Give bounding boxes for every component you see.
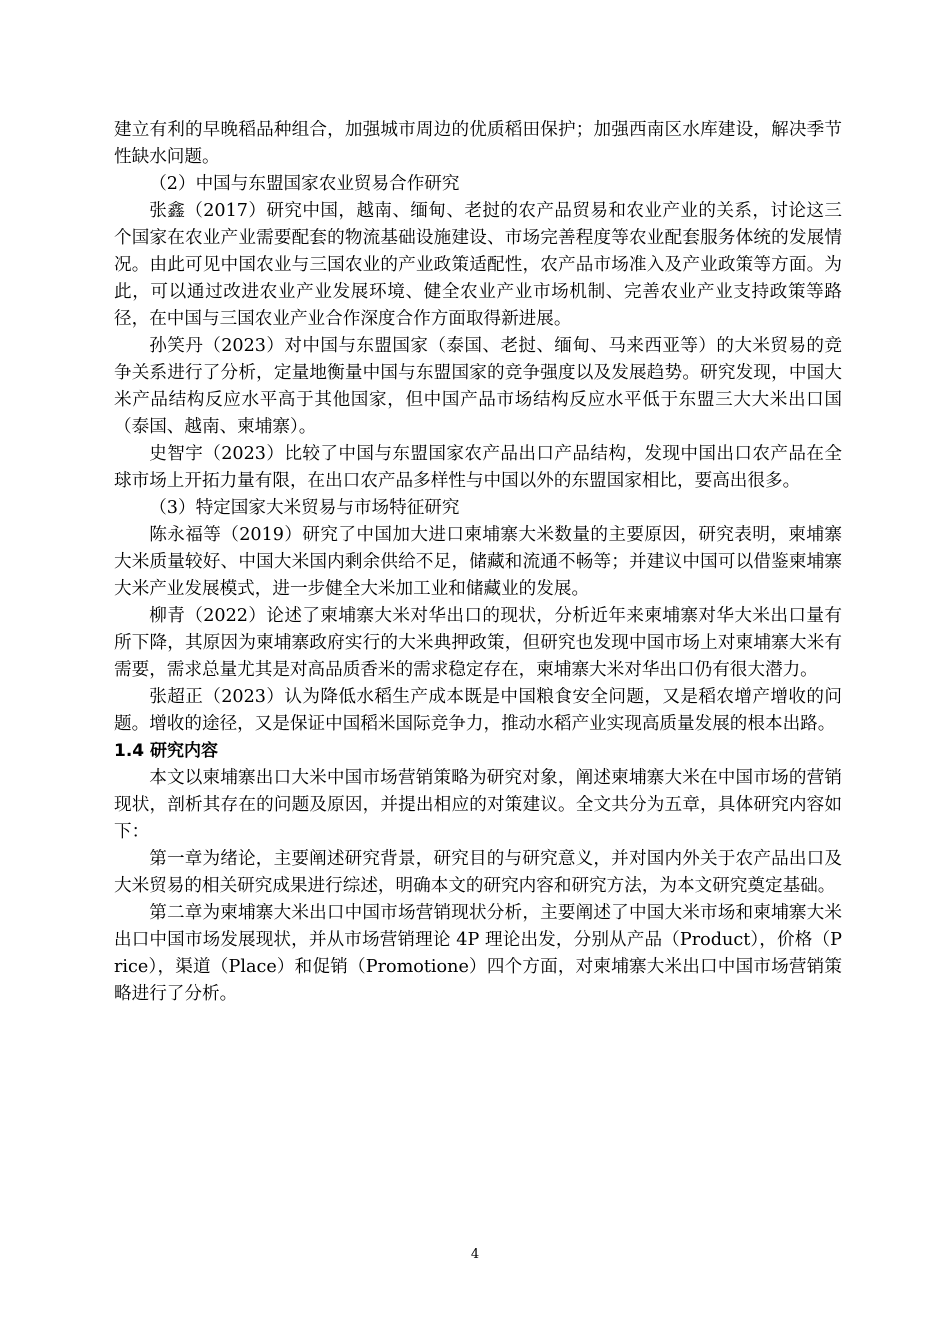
page-number: 4: [470, 1247, 480, 1262]
paragraph-sun-xiaodan: 孙笑丹（2023）对中国与东盟国家（泰国、老挝、缅甸、马来西亚等）的大米贸易的竞争关系进行了分析，定量地衡量中国与东盟国家的竞争强度以及发展趋势。研究发现，中国大米产品结构反应水平高于其他国家，但中国产品市场结构反应水平低于东盟三大大米出口国（泰国、越南、柬埔寨）。: [114, 336, 842, 437]
subheading-2: （2）中国与东盟国家农业贸易合作研究: [149, 174, 460, 194]
section-heading: 1.4 研究内容: [114, 741, 219, 761]
page-body: [114, 117, 842, 1008]
subheading-3: （3）特定国家大米贸易与市场特征研究: [149, 498, 460, 518]
paragraph-chen-yongfu: 陈永福等（2019）研究了中国加大进口柬埔寨大米数量的主要原因，研究表明，柬埔寨大米质量较好、中国大米国内剩余供给不足，储藏和流通不畅等；并建议中国可以借鉴柬埔寨大米产业发展模式，进一步健全大米加工业和储藏业的发展。: [114, 525, 842, 599]
paragraph-continued: 建立有利的早晚稻品种组合，加强城市周边的优质稻田保护；加强西南区水库建设，解决季节性缺水问题。: [114, 120, 842, 167]
paragraph-chapter-one: 第一章为绪论，主要阐述研究背景，研究目的与研究意义，并对国内外关于农产品出口及大米贸易的相关研究成果进行综述，明确本文的研究内容和研究方法，为本文研究奠定基础。: [114, 849, 842, 896]
paragraph-research-content: 本文以柬埔寨出口大米中国市场营销策略为研究对象，阐述柬埔寨大米在中国市场的营销现状，剖析其存在的问题及原因，并提出相应的对策建议。全文共分为五章，具体研究内容如下：: [114, 768, 842, 842]
paragraph-chapter-two: 第二章为柬埔寨大米出口中国市场营销现状分析，主要阐述了中国大米市场和柬埔寨大米出口中国市场发展现状，并从市场营销理论 4P 理论出发，分别从产品（Product），价格（Price），渠道（Place）和促销（Promotione）四个方面，对柬埔寨大米出口中国市场营销策略进行了分析。: [114, 903, 842, 1004]
paragraph-shi-zhiyu: 史智宇（2023）比较了中国与东盟国家农产品出口产品结构，发现中国出口农产品在全球市场上开拓力量有限，在出口农产品多样性与中国以外的东盟国家相比，要高出很多。: [114, 444, 842, 491]
paragraph-liu-qing: 柳青（2022）论述了柬埔寨大米对华出口的现状，分析近年来柬埔寨对华大米出口量有所下降，其原因为柬埔寨政府实行的大米典押政策，但研究也发现中国市场上对柬埔寨大米有需要，需求总量尤其是对高品质香米的需求稳定存在，柬埔寨大米对华出口仍有很大潜力。: [114, 606, 842, 680]
paragraph-zhang-chaozheng: 张超正（2023）认为降低水稻生产成本既是中国粮食安全问题，又是稻农增产增收的问题。增收的途径，又是保证中国稻米国际竞争力，推动水稻产业实现高质量发展的根本出路。: [114, 687, 842, 734]
paragraph-zhang-xin: 张鑫（2017）研究中国，越南、缅甸、老挝的农产品贸易和农业产业的关系，讨论这三个国家在农业产业需要配套的物流基础设施建设、市场完善程度等农业配套服务体统的发展情况。由此可见中国农业与三国农业的产业政策适配性，农产品市场准入及产业政策等方面。为此，可以通过改进农业产业发展环境、健全农业产业市场机制、完善农业产业支持政策等路径，在中国与三国农业产业合作深度合作方面取得新进展。: [114, 201, 842, 329]
